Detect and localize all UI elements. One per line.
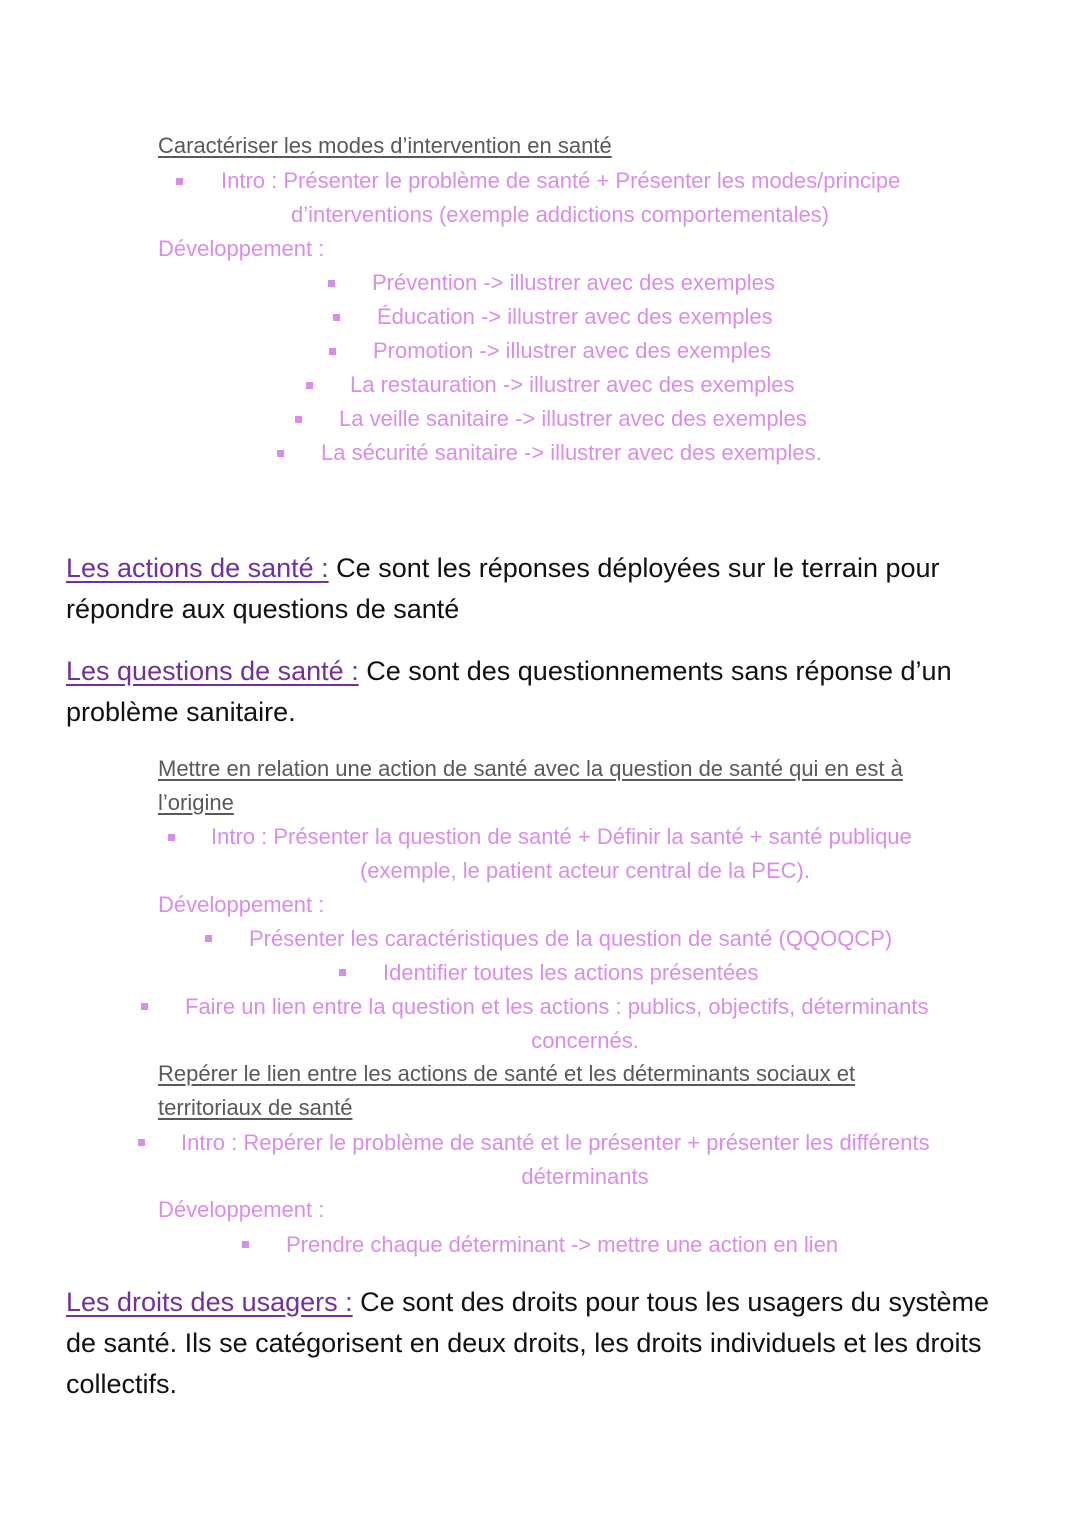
list-item: Faire un lien entre la question et les actions : publics, objectifs, déterminants <box>185 994 929 1019</box>
section-title: Repérer le lien entre les actions de santé et les déterminants sociaux et <box>158 1061 856 1086</box>
development-label: Développement : <box>158 1197 325 1222</box>
bullet-icon <box>176 178 183 185</box>
term-questions-sante: Les questions de santé : <box>66 656 359 686</box>
definition-text: Ce sont des questionnements sans réponse d’un problème sanitaire. <box>66 656 952 727</box>
bullet-icon <box>242 1241 249 1248</box>
section-title-continued: l’origine <box>158 790 234 815</box>
development-label: Développement : <box>158 892 325 917</box>
bullet-icon <box>306 382 313 389</box>
term-actions-sante: Les actions de santé : <box>66 553 329 583</box>
list-item: Identifier toutes les actions présentées <box>383 960 759 985</box>
list-item-continued: concernés. <box>531 1028 639 1053</box>
list-item: La restauration -> illustrer avec des exemples <box>350 372 795 397</box>
bullet-icon <box>205 935 212 942</box>
section-title-continued: territoriaux de santé <box>158 1095 353 1120</box>
bullet-icon <box>277 450 284 457</box>
list-item: Promotion -> illustrer avec des exemples <box>373 338 771 363</box>
intro-text-continued: d’interventions (exemple addictions comportementales) <box>291 202 830 227</box>
bullet-icon <box>328 280 335 287</box>
list-item: La sécurité sanitaire -> illustrer avec des exemples. <box>321 440 822 465</box>
bullet-icon <box>339 969 346 976</box>
intro-text-continued: (exemple, le patient acteur central de la PEC). <box>359 858 810 883</box>
term-droits-usagers: Les droits des usagers : <box>66 1287 353 1317</box>
bullet-icon <box>333 314 340 321</box>
definition-questions <box>66 651 1026 733</box>
bullet-icon <box>138 1139 145 1146</box>
section-title: Mettre en relation une action de santé avec la question de santé qui en est à <box>158 756 903 781</box>
definition-text: Ce sont des droits pour tous les usagers du système de santé. Ils se catégorisent en deux droits, les droits individuels et les droits collectifs. <box>66 1287 989 1399</box>
list-item: La veille sanitaire -> illustrer avec des exemples <box>339 406 807 431</box>
definition-actions <box>66 548 1026 630</box>
intro-text: Intro : Repérer le problème de santé et le présenter + présenter les différents <box>181 1130 930 1155</box>
intro-text: Intro : Présenter la question de santé + Définir la santé + santé publique <box>211 824 912 849</box>
list-item: Éducation -> illustrer avec des exemples <box>377 304 773 329</box>
list-item: Prévention -> illustrer avec des exemples <box>372 270 775 295</box>
intro-text: Intro : Présenter le problème de santé + Présenter les modes/principe <box>221 168 901 193</box>
definition-text: Ce sont les réponses déployées sur le terrain pour répondre aux questions de santé <box>66 553 940 624</box>
development-label: Développement : <box>158 236 325 261</box>
bullet-icon <box>141 1003 148 1010</box>
definition-droits <box>66 1282 1026 1405</box>
bullet-icon <box>168 834 175 841</box>
section-title: Caractériser les modes d’intervention en santé <box>158 133 612 158</box>
list-item: Présenter les caractéristiques de la question de santé (QQOQCP) <box>249 926 893 951</box>
intro-text-continued: déterminants <box>521 1164 649 1189</box>
list-item: Prendre chaque déterminant -> mettre une action en lien <box>286 1232 839 1257</box>
bullet-icon <box>329 348 336 355</box>
bullet-icon <box>295 416 302 423</box>
